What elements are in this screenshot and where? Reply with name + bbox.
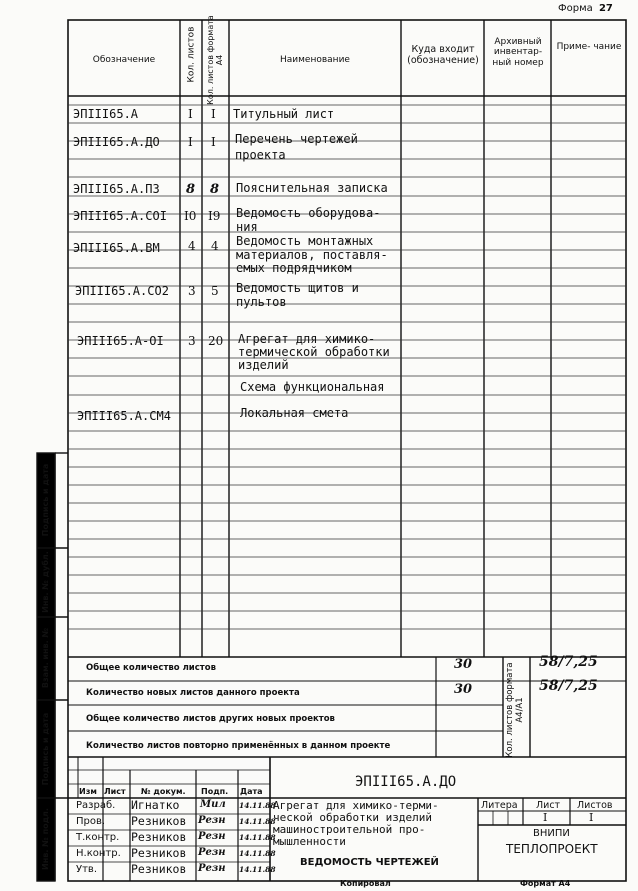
- row-designation: ЭПIII65.А.ПЗ: [73, 182, 160, 196]
- a4-a1-label: Кол. листов формата А4/А1: [505, 662, 525, 758]
- person-name: Резников: [131, 830, 187, 844]
- total-sheets-label: Общее количество листов: [86, 663, 216, 673]
- a4a1-new-value: 58/7,25: [539, 678, 598, 694]
- person-role: Н.контр.: [76, 848, 121, 859]
- total-sheets-value: 30: [454, 657, 473, 672]
- row-designation: ЭПIII65.А.СО2: [75, 284, 169, 298]
- row-sheets: I: [188, 107, 193, 121]
- person-name: Резников: [131, 862, 187, 876]
- row-a4: 20: [208, 334, 224, 348]
- org-line2: ТЕПЛОПРОЕКТ: [506, 842, 598, 856]
- row-designation: ЭПIII65.А.СМ4: [77, 409, 171, 423]
- row-a4: I: [211, 135, 216, 149]
- side-dup-inv: Инв. № дубл.: [41, 551, 50, 613]
- row-name: Схема функциональная: [240, 380, 385, 394]
- row-name: Локальная смета: [240, 406, 349, 420]
- col-change: Изм: [79, 787, 97, 796]
- person-role: Пров.: [76, 816, 106, 827]
- person-role: Т.контр.: [76, 832, 120, 843]
- row-designation: ЭПIII65.А.ДО: [73, 135, 160, 149]
- person-sign: Резн: [198, 831, 226, 842]
- col-date: Дата: [240, 787, 263, 796]
- row-sheets: 3: [188, 284, 196, 298]
- header-sheet-count: Кол. листов: [186, 26, 197, 83]
- row-sheets: 8: [186, 182, 196, 197]
- row-name: Пояснительная записка: [236, 181, 388, 195]
- row-name: Агрегат для химико- термической обработки изделий: [238, 332, 390, 372]
- person-date: 14.11.88: [239, 865, 276, 874]
- new-sheets-label: Количество новых листов данного проекта: [86, 688, 300, 698]
- person-sign: Мил: [200, 799, 226, 810]
- row-designation: ЭПIII65.А-ОI: [77, 334, 164, 348]
- header-note: Приме- чание: [556, 42, 622, 52]
- person-sign: Резн: [198, 863, 226, 874]
- row-designation: ЭПIII65.А.СОI: [73, 209, 167, 223]
- person-date: 14.11.88: [239, 849, 276, 858]
- form-label-text: Форма: [558, 3, 593, 14]
- row-a4: 8: [210, 182, 220, 197]
- row-designation: ЭПIII65.А.ВМ: [73, 241, 160, 255]
- form-number: 27: [598, 3, 613, 14]
- col-sheet: Лист: [104, 787, 126, 796]
- sheets-value: I: [589, 811, 594, 824]
- object-name: Агрегат для химико-терми- ческой обработки изделий машиностроительной про- мышленности: [273, 799, 439, 848]
- side-orig-inv: Инв. № подл.: [41, 808, 50, 870]
- title-doc-code: ЭПIII65.А.ДО: [355, 774, 457, 790]
- new-sheets-value: 30: [454, 682, 473, 697]
- person-name: Резников: [131, 846, 187, 860]
- row-name: Ведомость щитов и пультов: [236, 281, 359, 309]
- row-designation: ЭПIII65.А: [73, 107, 139, 121]
- col-sign: Подп.: [201, 787, 229, 796]
- row-a4: 4: [211, 239, 219, 253]
- person-role: Утв.: [76, 864, 97, 875]
- person-date: 14.11.88: [239, 801, 276, 810]
- row-name: Титульный лист: [233, 107, 335, 121]
- person-sign: Резн: [198, 847, 226, 858]
- row-a4: I9: [208, 209, 221, 223]
- side-repl-inv: Взам. инв. №: [41, 627, 50, 689]
- person-sign: Резн: [198, 815, 226, 826]
- row-a4: 5: [211, 284, 219, 298]
- row-a4: I: [211, 107, 216, 121]
- row-name: Ведомость оборудова- ния: [236, 206, 381, 234]
- header-a4-format: Кол. листов формата А4: [206, 15, 224, 105]
- header-name: Наименование: [280, 55, 350, 65]
- sheet-label: Лист: [536, 800, 561, 811]
- row-sheets: 4: [188, 239, 196, 253]
- side-sign-date-2: Подпись и дата: [41, 712, 50, 786]
- row-sheets: I: [188, 135, 193, 149]
- person-role: Разраб.: [76, 800, 116, 811]
- footer-copied: Копировал: [340, 879, 391, 888]
- org-line1: ВНИПИ: [533, 828, 570, 839]
- row-sheets: I0: [184, 209, 197, 223]
- a4a1-total-value: 58/7,25: [539, 654, 598, 670]
- header-archive-no: Архивный инвентар- ный номер: [492, 37, 544, 68]
- reused-sheets-label: Количество листов повторно применённых в данном проекте: [86, 741, 391, 751]
- col-doc: № докум.: [141, 787, 186, 796]
- sheet-title: ВЕДОМОСТЬ ЧЕРТЕЖЕЙ: [300, 857, 439, 868]
- other-projects-label: Общее количество листов других новых проектов: [86, 714, 335, 724]
- row-name: Перечень чертежей проекта: [235, 132, 358, 162]
- litera-label: Литера: [481, 800, 518, 811]
- header-included-in: Куда входит (обозначение): [407, 44, 479, 66]
- sheet-value: I: [543, 811, 548, 824]
- row-name: Ведомость монтажных материалов, поставля- емых подрядчиком: [236, 234, 388, 275]
- row-sheets: 3: [188, 334, 196, 348]
- sheets-label: Листов: [577, 800, 613, 811]
- footer-format: Формат А4: [520, 879, 571, 888]
- person-name: Резников: [131, 814, 187, 828]
- side-sign-date-1: Подпись и дата: [41, 463, 50, 537]
- person-date: 14.11.88: [239, 817, 276, 826]
- person-date: 14.11.88: [239, 833, 276, 842]
- person-name: Игнатко: [131, 798, 180, 812]
- header-designation: Обозначение: [92, 55, 156, 65]
